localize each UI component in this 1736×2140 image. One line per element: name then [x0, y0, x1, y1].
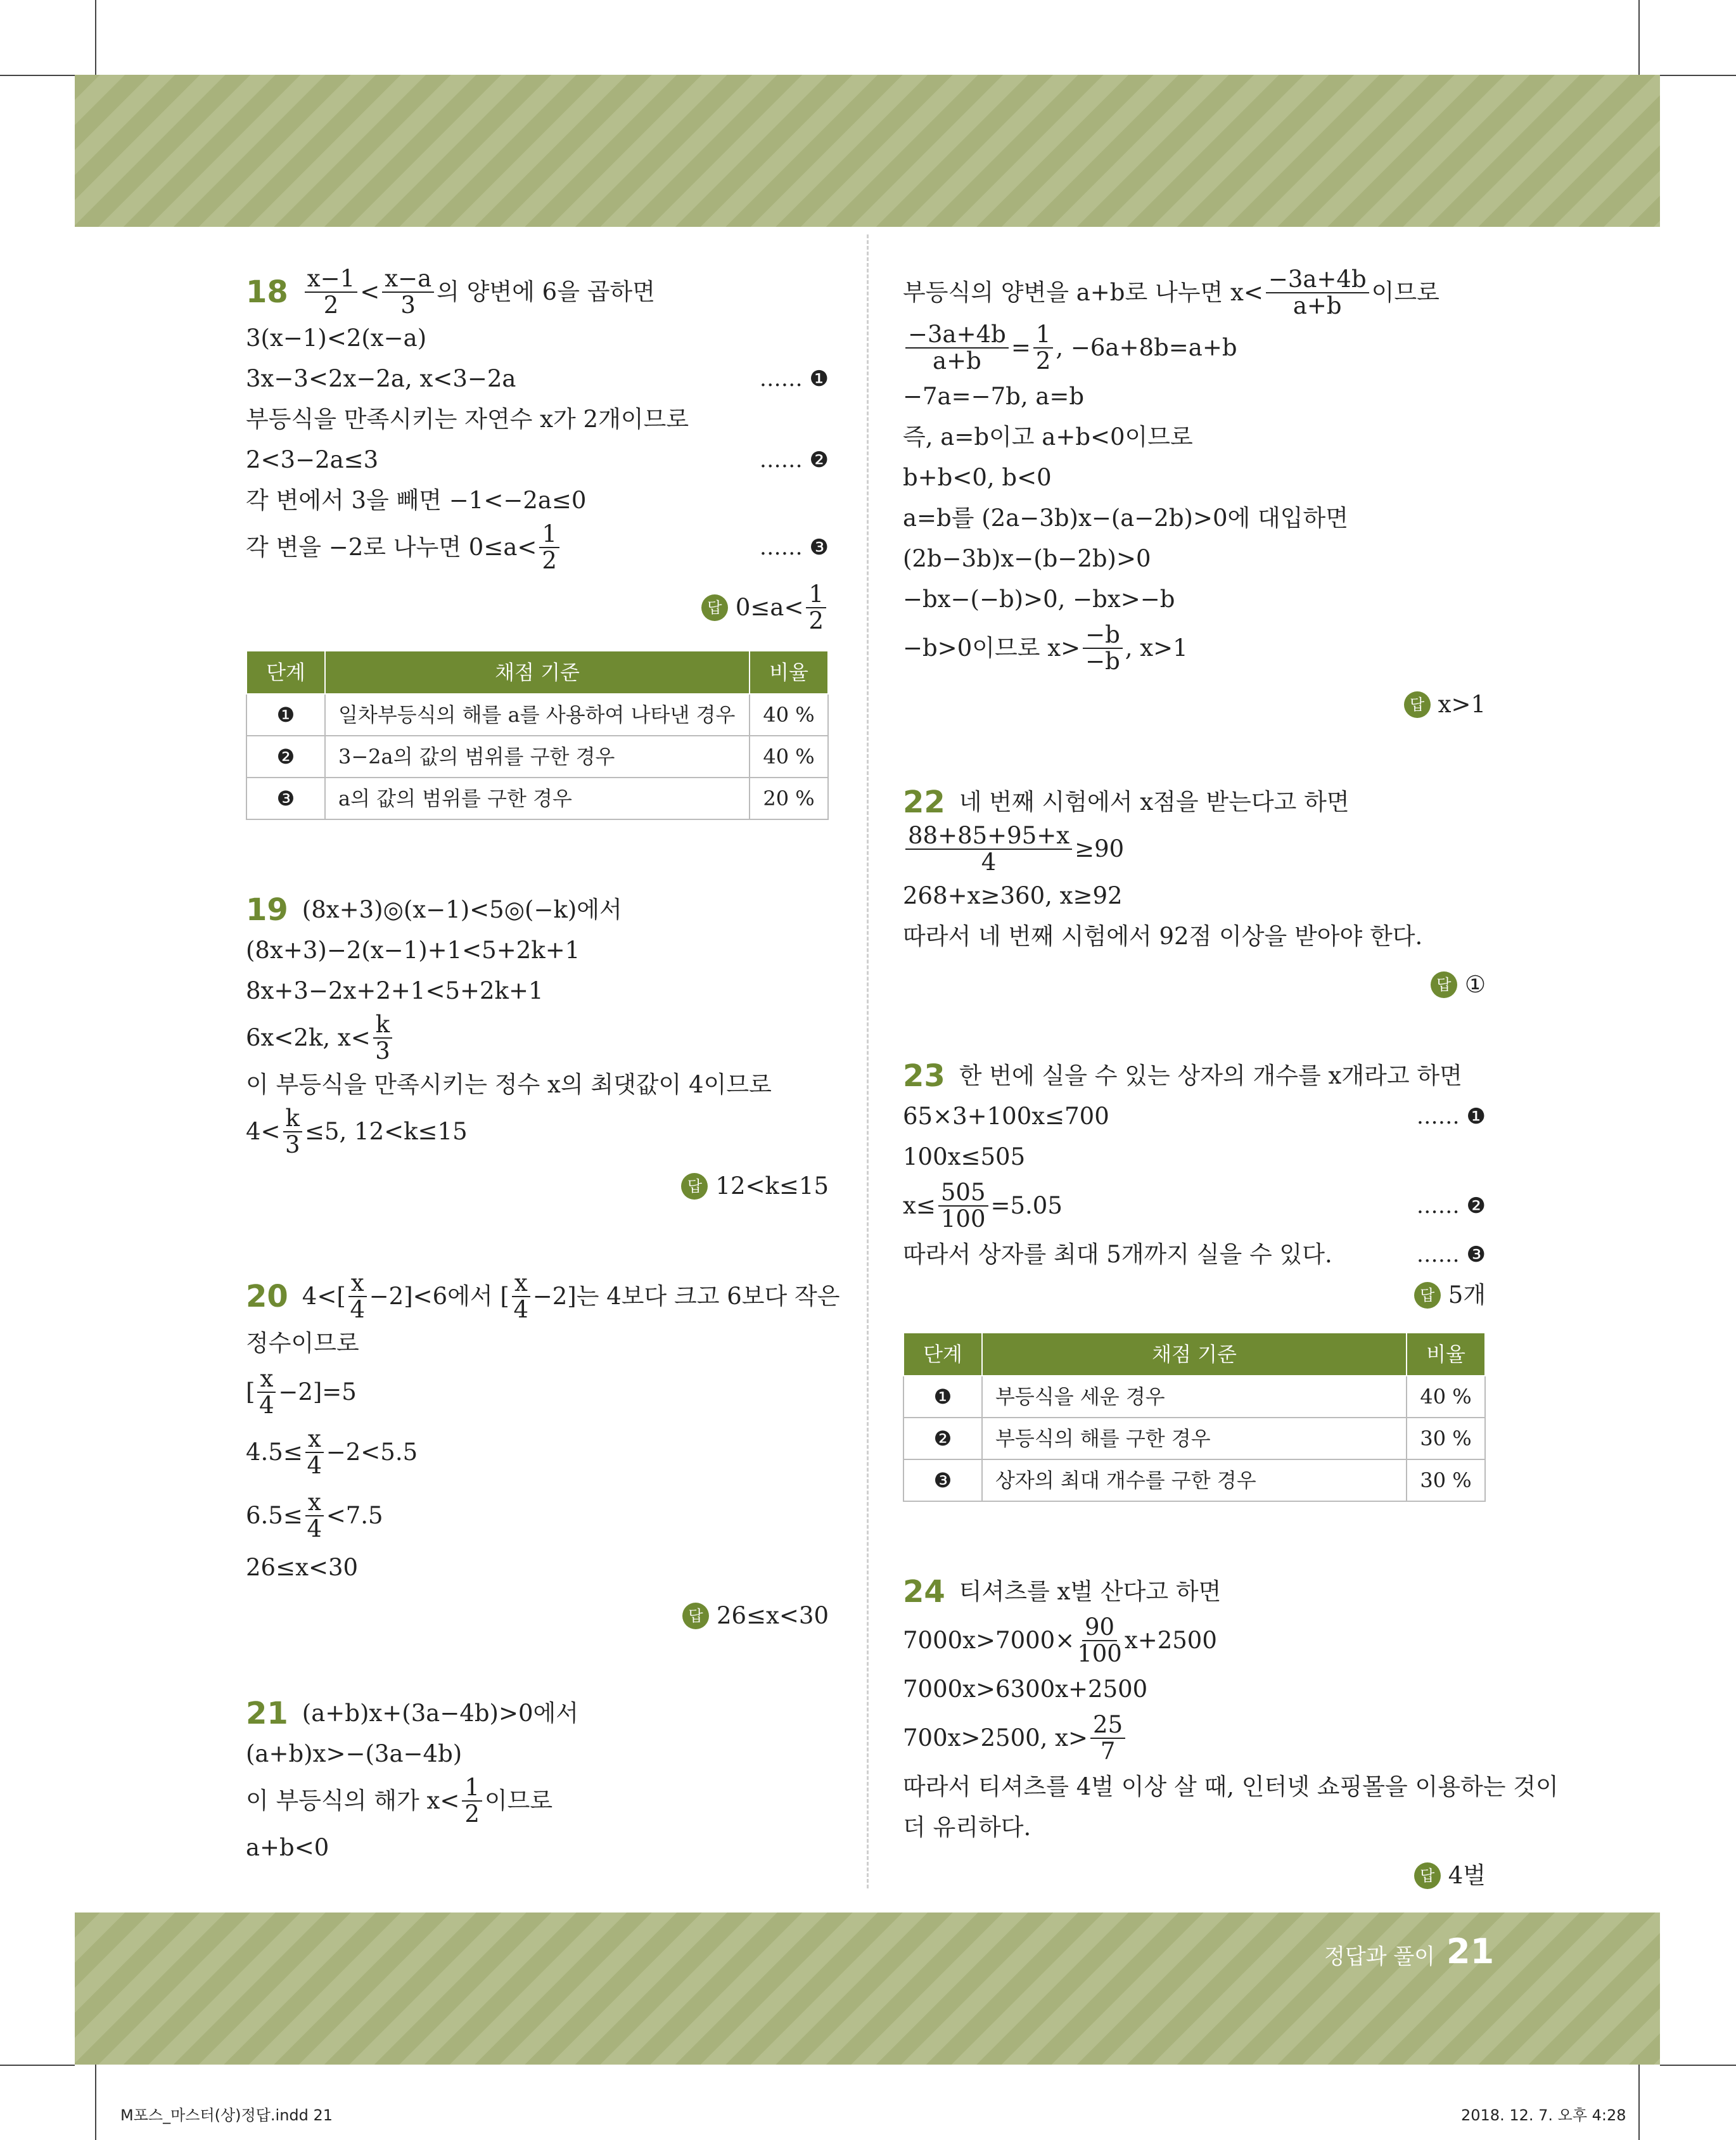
solution-line: (2b−3b)x−(b−2b)>0: [903, 545, 1151, 572]
answer: 답 26≤x<30: [246, 1596, 829, 1636]
problem-number: 23: [903, 1058, 945, 1094]
fraction: $\frac{x}{4}$: [305, 1490, 324, 1542]
solution-line: 2<3−2a≤3 …… ❷: [246, 440, 829, 480]
step-marker: …… ❷: [759, 447, 829, 473]
answer-badge: 답: [1414, 1862, 1441, 1889]
solution-line: (8x+3)−2(x−1)+1<5+2k+1: [246, 937, 580, 964]
solution-line: 3x−3<2x−2a, x<3−2a …… ❶: [246, 359, 829, 399]
solution-line: 268+x≥360, x≥92: [903, 882, 1123, 909]
right-column: [903, 266, 1559, 1966]
crop-mark: [1660, 75, 1736, 76]
solution-line: 이 부등식의 해가 x< $\frac{1}{2}$ 이므로: [246, 1774, 553, 1828]
fraction: $\frac{-b}{-b}$: [1083, 622, 1123, 674]
column-divider: [867, 234, 869, 1888]
solution-line: 따라서 상자를 최대 5개까지 실을 수 있다. …… ❸: [903, 1234, 1486, 1275]
answer-badge: 답: [682, 1603, 709, 1629]
fraction: $\frac{1}{2}$: [462, 1775, 482, 1827]
table-header-row: [903, 1333, 1485, 1376]
table-row: ❶ 부등식을 세운 경우 40 %: [903, 1376, 1485, 1418]
answer-badge: 답: [1431, 971, 1457, 998]
solution-line: −bx−(−b)>0, −bx>−b: [903, 586, 1175, 613]
solution-line: 4.5≤ $\frac{x}{4}$ −2<5.5: [246, 1425, 418, 1479]
fraction: $\frac{25}{7}$: [1090, 1712, 1125, 1764]
fraction: $\frac{k}{3}$: [283, 1106, 302, 1158]
fraction: $\frac{90}{100}$: [1077, 1613, 1122, 1667]
crop-mark: [0, 75, 75, 76]
solution-line: 더 유리하다.: [903, 1814, 1031, 1841]
solution-line: (a+b)x>−(3a−4b): [246, 1740, 463, 1767]
table-header: 채점 기준: [325, 651, 750, 694]
fraction: $\frac{x-a}{3}$: [382, 266, 434, 318]
solution-line: 100x≤505: [903, 1143, 1026, 1170]
solution-line: 26≤x<30: [246, 1554, 359, 1581]
table-row: ❷ 3−2a의 값의 범위를 구한 경우 40 %: [246, 736, 828, 778]
table-row: ❶ 일차부등식의 해를 a를 사용하여 나타낸 경우 40 %: [246, 694, 828, 736]
step-marker: …… ❸: [759, 535, 829, 560]
table-header-row: [246, 651, 828, 694]
header-band: [75, 75, 1660, 227]
fraction: $\frac{k}{3}$: [373, 1012, 392, 1064]
slug-timestamp: 2018. 12. 7. 오후 4:28: [1461, 2106, 1626, 2124]
solution-line: 정수이므로: [246, 1329, 359, 1357]
solution-line: [ $\frac{x}{4}$ −2 ] =5: [246, 1365, 357, 1419]
answer: 답 4벌: [903, 1855, 1486, 1896]
crop-mark: [95, 0, 96, 75]
solution-line: 3(x−1)<2(x−a): [246, 324, 427, 352]
solution-line: b+b<0, b<0: [903, 464, 1052, 491]
fraction: $\frac{1}{2}$: [806, 582, 826, 634]
crop-mark: [0, 2065, 75, 2066]
answer: 답 12<k≤15: [246, 1166, 829, 1207]
problem-number: 18: [246, 274, 288, 310]
solution-line: 7000x>7000× $\frac{90}{100}$ x+2500: [903, 1613, 1217, 1667]
table-row: ❸ a의 값의 범위를 구한 경우 20 %: [246, 778, 828, 819]
table-row: ❸ 상자의 최대 개수를 구한 경우 30 %: [903, 1459, 1485, 1501]
fraction: $\frac{-3a+4b}{a+b}$: [1266, 267, 1369, 319]
answer: 답 5개: [903, 1275, 1486, 1316]
solution-line: 65×3+100x≤700 …… ❶: [903, 1096, 1486, 1137]
answer-badge: 답: [701, 594, 728, 621]
slug-filename: M포스_마스터(상)정답.indd 21: [120, 2106, 333, 2124]
problem-18: [246, 266, 829, 820]
solution-line: a+b<0: [246, 1834, 329, 1861]
answer: 답 ①: [903, 964, 1486, 1005]
table-header: 단계: [246, 651, 325, 694]
problem-21-continued: [903, 266, 1486, 725]
solution-line: −7a=−7b, a=b: [903, 383, 1085, 410]
answer: 답 x>1: [903, 684, 1486, 725]
problem-18-intro: 18 $\frac{x-1}{2}$ < $\frac{x-a}{3}$ 의 양변에 6을 곱하면: [246, 265, 655, 319]
problem-20: 20 4< [ $\frac{x}{4}$ −2 ] <6에서 [ $\frac{x}{4}$ −2 ] 는 4보다 크고 6보다 작은 정수이므로 [ $\frac{x}{4}$ −2 ] =5 4.5≤ $\frac{x}{4}$ −2<5.5 6.5≤ $\frac{x}{4}$ <7.5 26≤x<30 답 26≤x<30: [246, 1270, 829, 1636]
problem-24: 24 티셔츠를 x벌 산다고 하면 7000x>7000× $\frac{90}{100}$ x+2500 7000x>6300x+2500 700x>2500, x> $\frac{25}{7}$ 따라서 티셔츠를 4벌 이상 살 때, 인터넷 쇼핑몰을 이용하는 것이 더 유리하다. 답 4벌: [903, 1572, 1486, 1896]
solution-line: $\frac{-3a+4b}{a+b}$ = $\frac{1}{2}$ , −6a+8b=a+b: [903, 319, 1486, 376]
solution-line: 이 부등식을 만족시키는 정수 x의 최댓값이 4이므로: [246, 1071, 772, 1098]
problem-number: 19: [246, 892, 288, 928]
solution-line: 8x+3−2x+2+1<5+2k+1: [246, 977, 544, 1004]
solution-line: a=b를 (2a−3b)x−(a−2b)>0에 대입하면: [903, 504, 1348, 532]
solution-line: 따라서 네 번째 시험에서 92점 이상을 받아야 한다.: [903, 923, 1423, 950]
solution-line: 각 변에서 3을 빼면 −1<−2a≤0: [246, 487, 587, 514]
fraction: $\frac{88+85+95+x}{4}$: [905, 823, 1072, 875]
fraction: $\frac{505}{100}$: [938, 1180, 988, 1232]
answer: 답 0≤a< $\frac{1}{2}$: [246, 582, 829, 634]
step-marker: …… ❷: [1416, 1193, 1486, 1219]
solution-line: x≤ $\frac{505}{100}$ =5.05 …… ❷: [903, 1179, 1486, 1233]
solution-line: 6x<2k, x< $\frac{k}{3}$: [246, 1011, 829, 1065]
fraction: $\frac{x-1}{2}$: [305, 266, 357, 318]
solution-line: 따라서 티셔츠를 4벌 이상 살 때, 인터넷 쇼핑몰을 이용하는 것이: [903, 1773, 1559, 1800]
crop-mark: [1638, 0, 1640, 75]
problem-22: 22 네 번째 시험에서 x점을 받는다고 하면 $\frac{88+85+95+x}{4}$ ≥90 268+x≥360, x≥92 따라서 네 번째 시험에서 92점 이상을 받아야 한다. 답 ①: [903, 782, 1486, 1005]
problem-23: 23 한 번에 실을 수 있는 상자의 개수를 x개라고 하면 65×3+100x≤700 …… ❶ 100x≤505 x≤ $\frac{505}{100}$ =5.05 …… ❷ 따라서 상자를 최대 5개까지 실을 수 있다. …… ❸ 답 5개 단계 채점 기준 비율 ❶ 부등식을 세운 경우 40 % ❷ 부등식의 해를 구한 경우 30 % ❸ 상자의 최대 개수를 구한 경우 30 %: [903, 1056, 1486, 1502]
fraction: $\frac{1}{2}$: [1033, 322, 1054, 374]
fraction: $\frac{-3a+4b}{a+b}$: [905, 322, 1009, 374]
solution-line: 부등식의 양변을 a+b로 나누면 x< $\frac{-3a+4b}{a+b}$ 이므로: [903, 266, 1439, 319]
problem-number: 20: [246, 1279, 288, 1314]
solution-line: 부등식을 만족시키는 자연수 x가 2개이므로: [246, 406, 689, 433]
table-header: 채점 기준: [982, 1333, 1407, 1376]
table-header: 비율: [750, 651, 828, 694]
solution-line: 6.5≤ $\frac{x}{4}$ <7.5: [246, 1489, 383, 1542]
solution-line: 4< $\frac{k}{3}$ ≤5, 12<k≤15: [246, 1105, 468, 1158]
table-header: 비율: [1407, 1333, 1485, 1376]
solution-line: 700x>2500, x> $\frac{25}{7}$: [903, 1710, 1486, 1767]
problem-number: 21: [246, 1696, 288, 1731]
answer-badge: 답: [1404, 691, 1431, 718]
fraction: $\frac{x}{4}$: [348, 1271, 367, 1323]
fraction: $\frac{1}{2}$: [539, 522, 559, 573]
problem-number: 22: [903, 785, 945, 820]
step-marker: …… ❶: [759, 366, 829, 392]
answer-badge: 답: [1414, 1282, 1441, 1309]
step-marker: …… ❸: [1416, 1242, 1486, 1267]
scoring-table-23: [903, 1332, 1486, 1502]
crop-mark: [1638, 2065, 1640, 2140]
page-number: 21: [1446, 1932, 1495, 1971]
table-header: 단계: [903, 1333, 982, 1376]
solution-line: 각 변을 −2로 나누면 0≤a< $\frac{1}{2}$ …… ❸: [246, 520, 829, 574]
fraction: $\frac{x}{4}$: [512, 1271, 530, 1323]
fraction: $\frac{x}{4}$: [305, 1426, 324, 1478]
solution-line: 즉, a=b이고 a+b<0이므로: [903, 423, 1193, 451]
scoring-table-18: [246, 650, 829, 820]
problem-21-start: 21 (a+b)x+(3a−4b)>0에서 (a+b)x>−(3a−4b) 이 부등식의 해가 x< $\frac{1}{2}$ 이므로 a+b<0: [246, 1693, 829, 1868]
solution-line: 7000x>6300x+2500: [903, 1675, 1148, 1703]
step-marker: …… ❶: [1416, 1104, 1486, 1129]
fraction: $\frac{x}{4}$: [257, 1366, 276, 1418]
solution-line: $\frac{88+85+95+x}{4}$ ≥90: [903, 823, 1486, 876]
problem-number: 24: [903, 1574, 945, 1610]
solution-line: −b>0이므로 x> $\frac{-b}{-b}$ , x>1: [903, 621, 1188, 675]
problem-19: 19 (8x+3)◎(x−1)<5◎(−k)에서 (8x+3)−2(x−1)+1<5+2k+1 8x+3−2x+2+1<5+2k+1 6x<2k, x< $\frac{k}{3}$ 이 부등식을 만족시키는 정수 x의 최댓값이 4이므로 4< $\frac{k}{3}$ ≤5, 12<k≤15 답 12<k≤15: [246, 890, 829, 1207]
left-column: [246, 265, 840, 1938]
table-row: ❷ 부등식의 해를 구한 경우 30 %: [903, 1418, 1485, 1459]
answer-badge: 답: [681, 1173, 708, 1200]
crop-mark: [95, 2065, 96, 2140]
footer-section-title: 정답과 풀이: [1324, 1944, 1436, 1970]
crop-mark: [1660, 2065, 1736, 2066]
